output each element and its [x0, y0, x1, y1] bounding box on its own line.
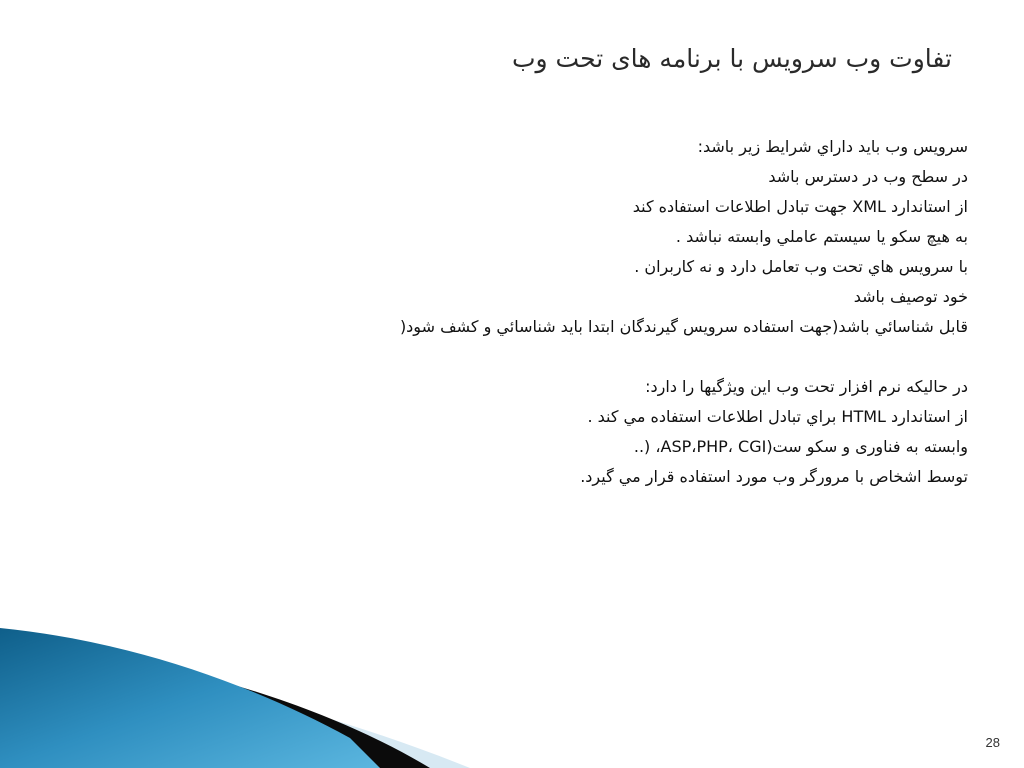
body-line-7: قابل شناسائي باشد(جهت استفاده سرويس گيرندگان ابتدا بايد شناسائي و كشف شود(	[399, 317, 968, 336]
body-line-4: به هيچ سكو يا سيستم عاملي وابسته نباشد .	[675, 227, 968, 246]
body-line-10: از استاندارد HTML براي تبادل اطلاعات استفاده مي كند .	[587, 407, 968, 426]
body-spacer	[228, 342, 968, 372]
body-line-11: وابسته به فناوری و سكو ست(ASP،PHP، CGI، (..	[633, 437, 968, 456]
body-line-9: در حاليكه نرم افزار تحت وب اين ويژگيها را دارد:	[645, 377, 968, 396]
page-number: 28	[985, 735, 1000, 750]
slide-title: تفاوت وب سرويس با برنامه های تحت وب	[511, 44, 952, 73]
body-line-12: توسط اشخاص با مرورگر وب مورد استفاده قرار مي گيرد.	[580, 467, 968, 486]
body-line-5: با سرويس هاي تحت وب تعامل دارد و نه كاربران .	[634, 257, 968, 276]
slide-body	[228, 132, 968, 492]
body-line-2: در سطح وب در دسترس باشد	[768, 167, 968, 186]
body-line-6: خود توصيف باشد	[853, 287, 968, 306]
body-line-1: سرويس وب بايد داراي شرايط زير باشد:	[697, 137, 968, 156]
swoosh-blue-wedge	[0, 628, 380, 768]
bottom-swoosh-decoration	[0, 628, 1024, 768]
body-line-3: از استاندارد XML جهت تبادل اطلاعات استفاده كند	[632, 197, 968, 216]
